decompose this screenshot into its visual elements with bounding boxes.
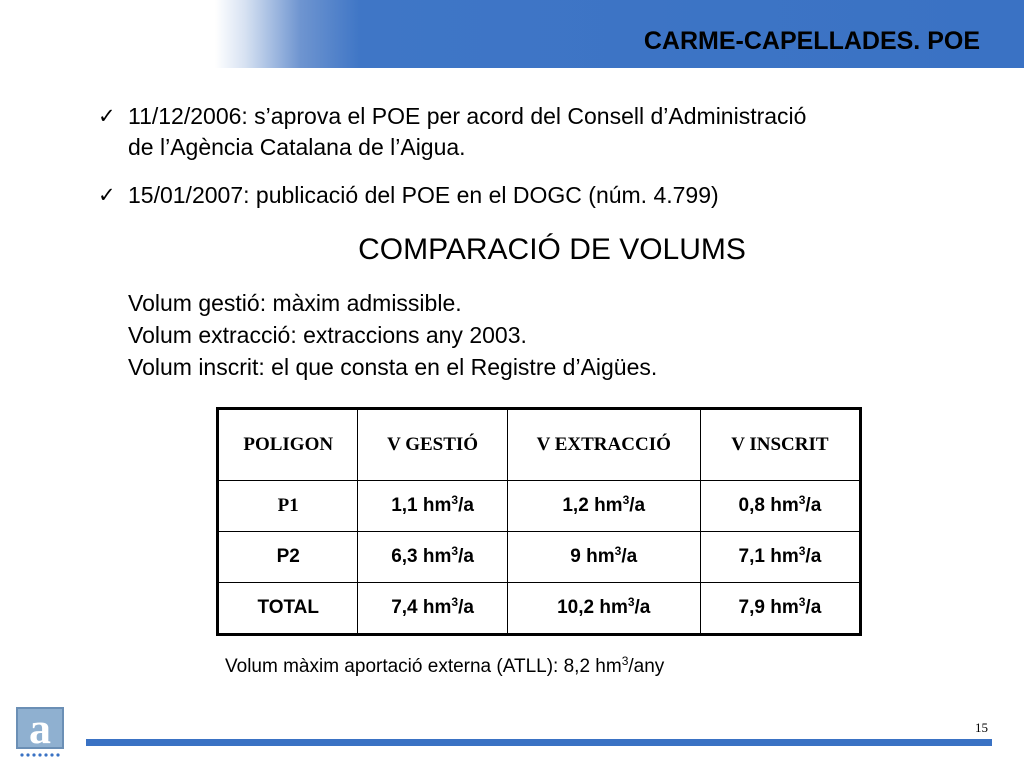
volume-value: 6,3 — [391, 546, 418, 567]
unit-base: hm — [422, 597, 452, 618]
bullet-date: 11/12/2006 — [128, 103, 242, 129]
external-supply-note — [225, 656, 664, 678]
checkmark-icon: ✓ — [98, 105, 116, 128]
table-header-row — [218, 409, 861, 481]
unit-exponent: 3 — [451, 544, 459, 558]
checkmark-icon: ✓ — [98, 184, 116, 207]
header-poligon: POLIGON — [218, 409, 358, 481]
volume-value: 1,1 — [391, 495, 418, 516]
volume-cell — [700, 481, 860, 532]
unit-base: hm — [599, 597, 628, 618]
unit-exponent: 3 — [614, 544, 622, 558]
unit-base: hm — [422, 546, 452, 567]
row-name: P2 — [218, 532, 358, 583]
row-name: P1 — [218, 481, 358, 532]
page-number: 15 — [975, 720, 988, 735]
bullet-body-line2: de l’Agència Catalana de l’Aigua. — [128, 134, 466, 160]
unit-suffix: /a — [621, 546, 638, 567]
unit-exponent: 3 — [798, 493, 806, 507]
unit-suffix: /a — [458, 495, 474, 516]
note-text: Volum màxim aportació externa (ATLL): 8,2 hm — [225, 656, 622, 677]
bullet-date: 15/01/2007 — [128, 182, 244, 208]
bullet-body: : publicació del POE en el DOGC (núm. 4.799) — [243, 182, 719, 208]
aca-logo — [16, 707, 64, 759]
unit-base: hm — [770, 495, 799, 516]
unit-base: hm — [422, 495, 452, 516]
unit-suffix: /a — [805, 597, 822, 618]
bullet-item — [98, 101, 958, 163]
volume-value: 10,2 — [557, 597, 595, 618]
volume-value: 7,1 — [738, 546, 765, 567]
volume-cell — [358, 532, 507, 583]
header-v-gestio: V GESTIÓ — [358, 409, 507, 481]
unit-base: hm — [770, 546, 799, 567]
volume-cell — [700, 583, 860, 635]
unit-suffix: /a — [458, 546, 474, 567]
unit-exponent: 3 — [451, 493, 459, 507]
unit-exponent: 3 — [798, 595, 806, 609]
volume-value: 0,8 — [738, 495, 765, 516]
unit-suffix: /a — [458, 597, 474, 618]
bullet-item — [98, 180, 958, 211]
note-exponent: 3 — [621, 654, 629, 668]
section-title: COMPARACIÓ DE VOLUMS — [358, 233, 746, 266]
definitions-list — [128, 287, 657, 383]
volume-value: 7,4 — [391, 597, 418, 618]
unit-exponent: 3 — [627, 595, 635, 609]
unit-exponent: 3 — [622, 493, 630, 507]
bullet-body: : s’aprova el POE per acord del Consell d’Administració — [241, 103, 807, 129]
unit-suffix: /a — [805, 495, 822, 516]
volume-cell — [358, 583, 507, 635]
row-name: TOTAL — [218, 583, 358, 635]
table-row — [218, 481, 861, 532]
unit-suffix: /a — [634, 597, 651, 618]
volume-value: 9 — [570, 546, 581, 567]
header-v-inscrit: V INSCRIT — [700, 409, 860, 481]
volume-cell — [700, 532, 860, 583]
volume-value: 1,2 — [562, 495, 589, 516]
definition-inscrit: Volum inscrit: el que consta en el Registre d’Aigües. — [128, 354, 658, 380]
unit-base: hm — [586, 546, 615, 567]
volume-cell — [507, 583, 700, 635]
table-row — [218, 532, 861, 583]
volume-value: 7,9 — [738, 597, 765, 618]
bullet-text — [128, 180, 958, 211]
bullet-text — [128, 101, 958, 163]
definition-gestio: Volum gestió: màxim admissible. — [128, 290, 462, 316]
header-v-extraccio: V EXTRACCIÓ — [507, 409, 700, 481]
unit-suffix: /a — [629, 495, 646, 516]
note-suffix: /any — [628, 656, 665, 677]
unit-suffix: /a — [805, 546, 822, 567]
footer-line — [86, 739, 992, 746]
volume-cell — [507, 481, 700, 532]
unit-exponent: 3 — [798, 544, 806, 558]
slide-title: CARME-CAPELLADES. POE — [643, 27, 980, 55]
unit-exponent: 3 — [451, 595, 459, 609]
unit-base: hm — [594, 495, 623, 516]
volume-cell — [507, 532, 700, 583]
volume-cell — [358, 481, 507, 532]
volumes-table — [216, 407, 862, 636]
definition-extraccio: Volum extracció: extraccions any 2003. — [128, 322, 527, 348]
table-row — [218, 583, 861, 635]
svg-text:a: a — [29, 707, 51, 753]
unit-base: hm — [770, 597, 799, 618]
